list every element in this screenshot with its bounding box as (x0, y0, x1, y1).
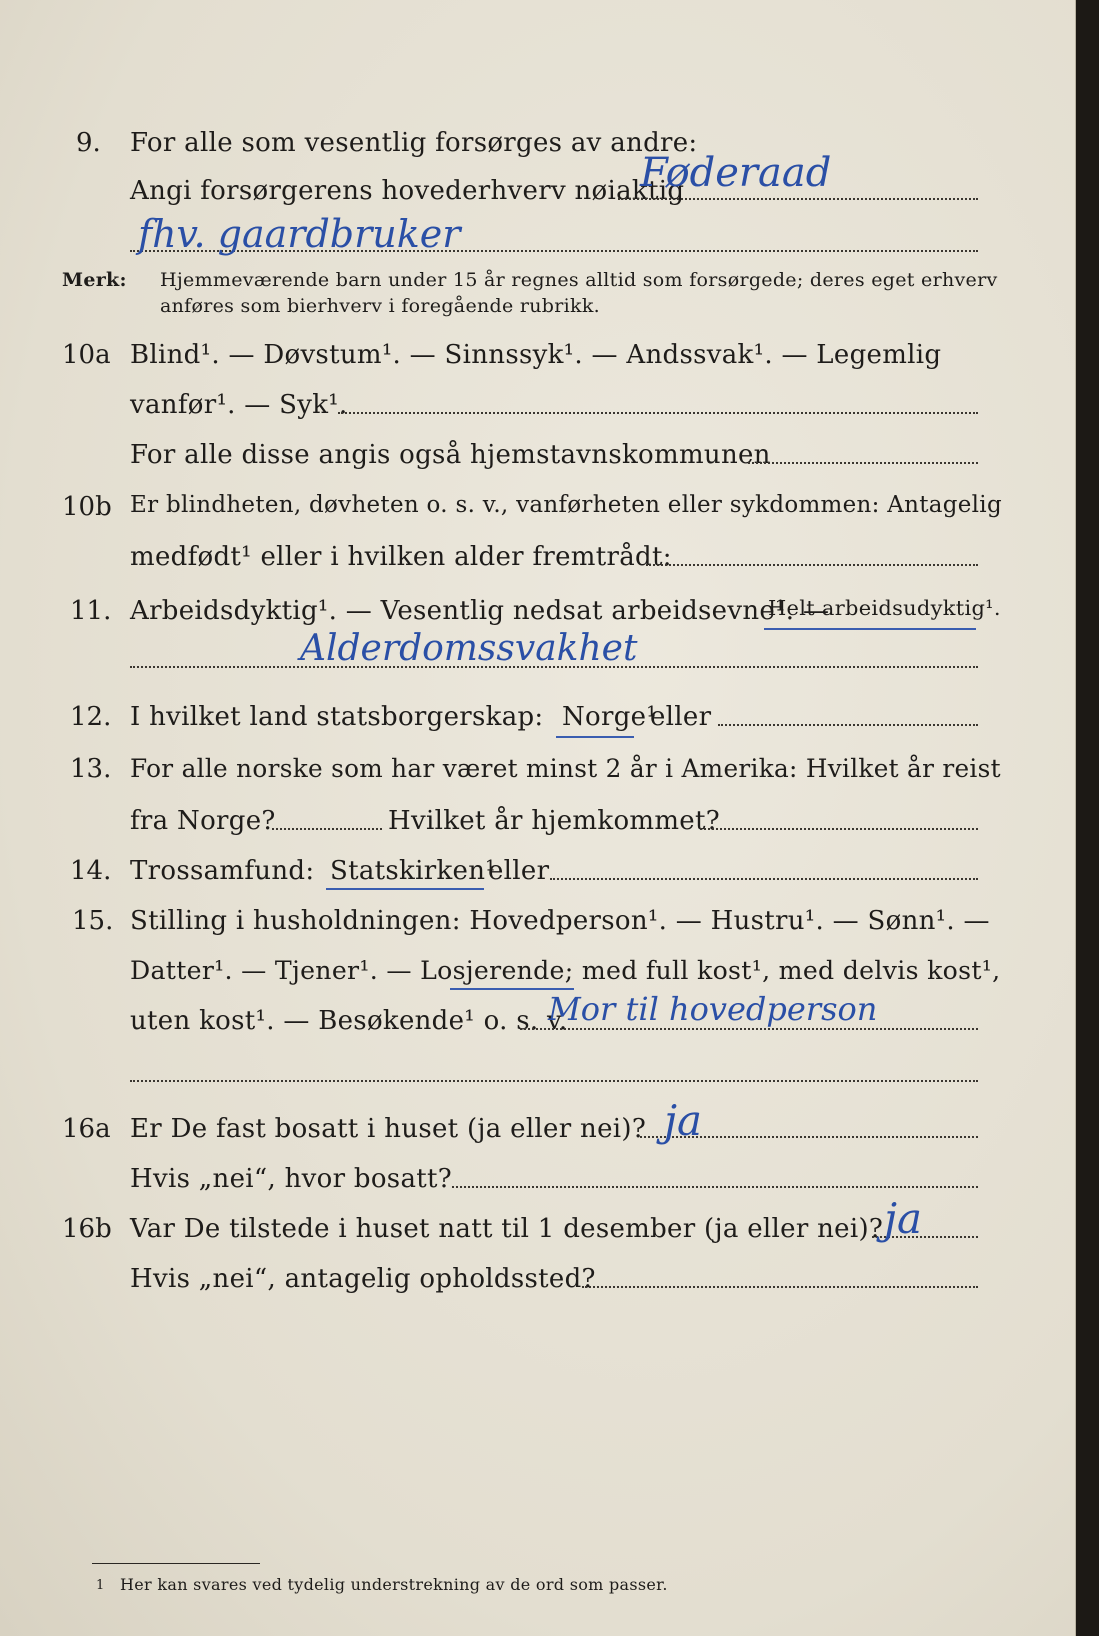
q16b-line2: Hvis „nei“, antagelig opholdssted? (130, 1264, 596, 1294)
item-number-16b: 16b (62, 1214, 112, 1244)
footnote-rule (92, 1563, 260, 1564)
q11-line1-b: Helt arbeidsudyktig¹. (768, 596, 1001, 620)
q9-handwritten-answer2: fhv. gaardbruker (138, 212, 461, 256)
item-number-10a: 10a (62, 340, 111, 370)
q14-text-b: Statskirken¹ (330, 856, 496, 886)
q15-answer-line2 (130, 1080, 978, 1082)
q10a-line3: For alle disse angis også hjemstavnskommunen (130, 440, 771, 470)
q16a-answer-line2 (452, 1186, 978, 1188)
q9-line1: For alle som vesentlig forsørges av andre: (130, 128, 698, 158)
q9-answer-line (618, 198, 978, 200)
scan-border (1075, 0, 1099, 1636)
footnote-mark: 1 (96, 1578, 105, 1593)
q14-underline (326, 888, 484, 890)
item-number-9: 9. (76, 128, 101, 158)
q15-line3: uten kost¹. — Besøkende¹ o. s. v. (130, 1006, 568, 1036)
q14-text-c: eller (488, 856, 550, 886)
q16b-handwritten-answer: ja (884, 1194, 923, 1243)
q10a-line1: Blind¹. — Døvstum¹. — Sinnssyk¹. — Andssvak¹. — Legemlig (130, 340, 942, 370)
q16a-handwritten-answer: ja (664, 1096, 703, 1145)
item-number-10b: 10b (62, 492, 112, 522)
q15-answer-line (520, 1028, 978, 1030)
item-number-11: 11. (70, 596, 112, 626)
q13-line2-a: fra Norge? (130, 806, 276, 836)
q12-text-b: Norge¹ (562, 702, 658, 732)
q15-line2: Datter¹. — Tjener¹. — Losjerende; med full kost¹, med delvis kost¹, (130, 956, 1001, 985)
q11-underline (764, 628, 976, 630)
q14-text-a: Trossamfund: (130, 856, 315, 886)
q16b-answer-line2 (582, 1286, 978, 1288)
merk-line1: Hjemmeværende barn under 15 år regnes alltid som forsørgede; deres eget erhverv (160, 269, 998, 291)
q10a-line2: vanfør¹. — Syk¹. (130, 390, 348, 420)
q12-answer-line (718, 724, 978, 726)
q9-handwritten-answer1: Føderaad (640, 150, 832, 196)
item-number-12: 12. (70, 702, 112, 732)
q10b-line2: medfødt¹ eller i hvilken alder fremtrådt: (130, 542, 672, 572)
q15-handwritten-answer: Mor til hovedperson (548, 990, 878, 1028)
q13-line1: For alle norske som har været minst 2 år i Amerika: Hvilket år reist (130, 754, 1001, 783)
q10a-answer-line2 (748, 462, 978, 464)
footnote-text: Her kan svares ved tydelig understrekning av de ord som passer. (120, 1575, 668, 1594)
q12-underline (556, 736, 634, 738)
q12-text-c: eller (650, 702, 712, 732)
q11-line1-a: Arbeidsdyktig¹. — Vesentlig nedsat arbeidsevne¹. — (130, 596, 830, 626)
q11-handwritten-answer: Alderdomssvakhet (300, 628, 638, 669)
q14-answer-line (550, 878, 978, 880)
item-number-16a: 16a (62, 1114, 111, 1144)
q15-line1: Stilling i husholdningen: Hovedperson¹. — Hustru¹. — Sønn¹. — (130, 906, 990, 936)
item-number-15: 15. (72, 906, 114, 936)
q16a-line1: Er De fast bosatt i huset (ja eller nei)? (130, 1114, 647, 1144)
q12-text-a: I hvilket land statsborgerskap: (130, 702, 544, 732)
q9-line2: Angi forsørgerens hovederhverv nøiaktig (130, 176, 685, 206)
item-number-14: 14. (70, 856, 112, 886)
q13-answer-line1 (272, 828, 382, 830)
item-number-13: 13. (70, 754, 112, 784)
q10a-answer-line (338, 412, 978, 414)
q10b-line1: Er blindheten, døvheten o. s. v., vanførheten eller sykdommen: Antagelig (130, 492, 1002, 518)
q16b-line1: Var De tilstede i huset natt til 1 desember (ja eller nei)? (130, 1214, 884, 1244)
q10b-answer-line (646, 564, 978, 566)
q16a-line2: Hvis „nei“, hvor bosatt? (130, 1164, 452, 1194)
q13-answer-line2 (700, 828, 978, 830)
merk-label: Merk: (62, 269, 127, 291)
merk-line2: anføres som bierhverv i foregående rubrikk. (160, 295, 600, 317)
q13-line2-b: Hvilket år hjemkommet? (388, 806, 720, 836)
